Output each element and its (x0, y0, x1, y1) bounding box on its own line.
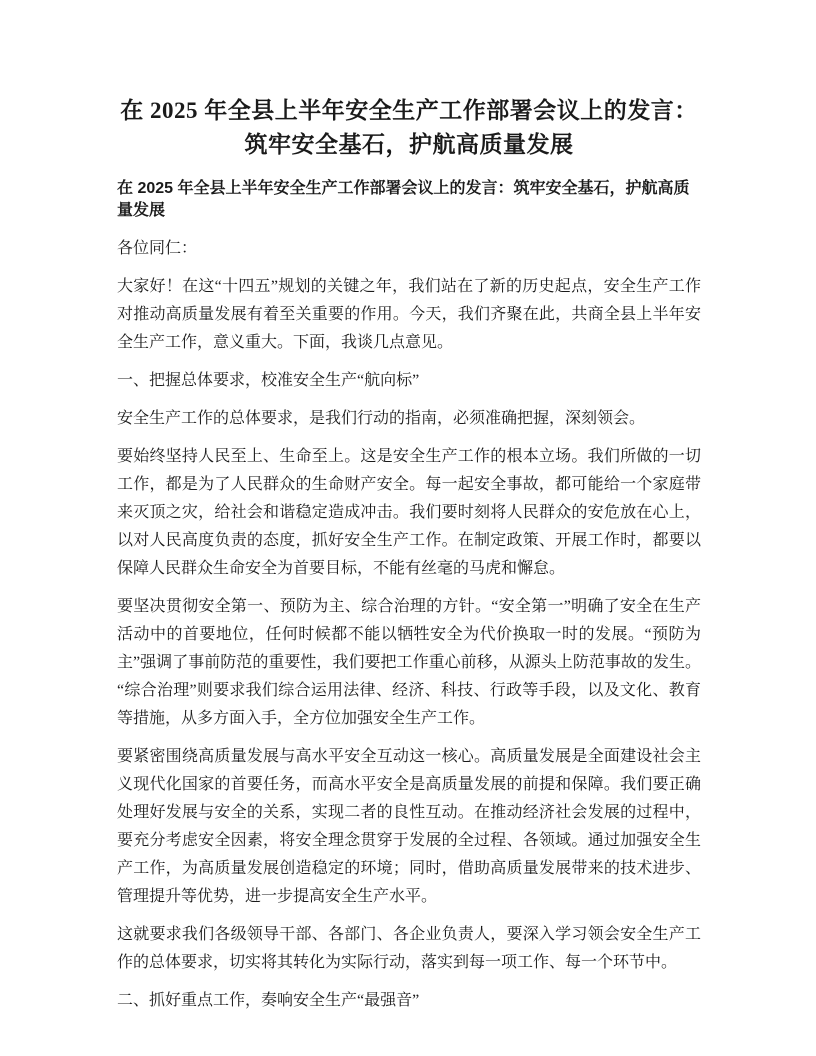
paragraph-intro: 大家好！在这“十四五”规划的关键之年，我们站在了新的历史起点，安全生产工作对推动高质量发展有着至关重要的作用。今天，我们齐聚在此，共商全县上半年安全生产工作，意义重大。下面，我谈几点意见。 (117, 278, 701, 351)
paragraph-people-first: 要始终坚持人民至上、生命至上。这是安全生产工作的根本立场。我们所做的一切工作，都是为了人民群众的生命财产安全。每一起安全事故，都可能给一个家庭带来灭顶之灾，给社会和谐稳定造成冲击。我们要时刻将人民群众的安危放在心上，以对人民高度负责的态度，抓好安全生产工作。在制定政策、开展工作时，都要以保障人民群众生命安全为首要目标，不能有丝毫的马虎和懈怠。 (117, 448, 701, 577)
section-heading-2: 二、抓好重点工作，奏响安全生产“最强音” (117, 992, 420, 1009)
document-title: 在 2025 年全县上半年安全生产工作部署会议上的发言：筑牢安全基石，护航高质量发展 (120, 98, 698, 157)
salutation: 各位同仁： (117, 240, 198, 257)
document-subtitle: 在 2025 年全县上半年安全生产工作部署会议上的发言：筑牢安全基石，护航高质量发展 (117, 180, 690, 219)
paragraph-high-quality-development: 要紧密围绕高质量发展与高水平安全互动这一核心。高质量发展是全面建设社会主义现代化国家的首要任务，而高水平安全是高质量发展的前提和保障。我们要正确处理好发展与安全的关系，实现二者的良性互动。在推动经济社会发展的过程中，要充分考虑安全因素，将安全理念贯穿于发展的全过程、各领域。通过加强安全生产工作，为高质量发展创造稳定的环境；同时，借助高质量发展带来的技术进步、管理提升等优势，进一步提高安全生产水平。 (117, 748, 701, 905)
paragraph-overall-requirements: 安全生产工作的总体要求，是我们行动的指南，必须准确把握，深刻领会。 (117, 410, 646, 427)
paragraph-leaders-implementation: 这就要求我们各级领导干部、各部门、各企业负责人，要深入学习领会安全生产工作的总体要求，切实将其转化为实际行动，落实到每一项工作、每一个环节中。 (117, 926, 701, 971)
paragraph-safety-first-policy: 要坚决贯彻安全第一、预防为主、综合治理的方针。“安全第一”明确了安全在生产活动中的首要地位，任何时候都不能以牺牲安全为代价换取一时的发展。“预防为主”强调了事前防范的重要性，我们要把工作重心前移，从源头上防范事故的发生。“综合治理”则要求我们综合运用法律、经济、科技、行政等手段，以及文化、教育等措施，从多方面入手，全方位加强安全生产工作。 (117, 598, 701, 727)
section-heading-1: 一、把握总体要求，校准安全生产“航向标” (117, 372, 420, 389)
